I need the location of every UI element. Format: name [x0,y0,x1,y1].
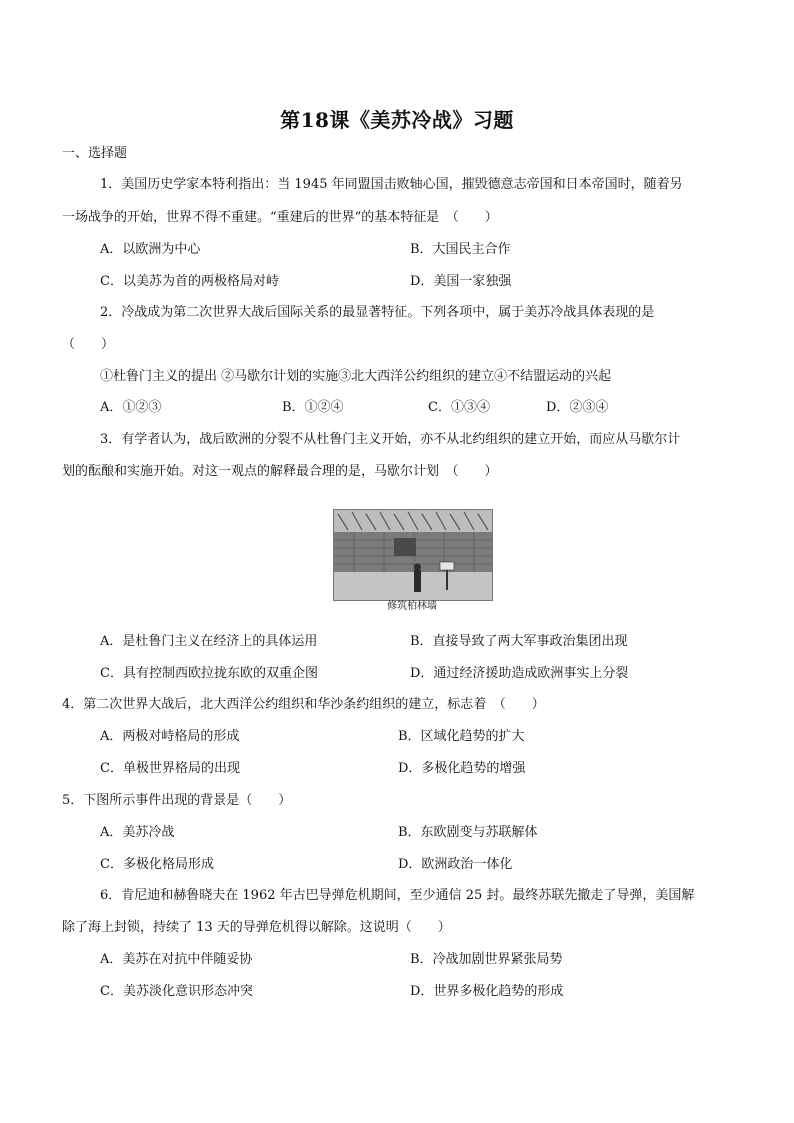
q1-option-d: D．美国一家独强 [410,274,512,289]
question-3-text-cont: 划的酝酿和实施开始。对这一观点的解释最合理的是，马歇尔计划 （ ） [62,464,498,479]
q4-option-a: A．两极对峙格局的形成 [100,729,240,744]
question-3-text: 3．有学者认为，战后欧洲的分裂不从杜鲁门主义开始，亦不从北约组织的建立开始，而应从马歇尔计 [100,432,681,447]
question-1-text: 1．美国历史学家本特利指出：当 1945 年同盟国击败轴心国，摧毁德意志帝国和日本帝国时，随着另 [100,177,683,192]
q4-option-c: C．单极世界格局的出现 [100,761,240,776]
photo-caption: 修筑柏林墙 [387,601,437,612]
q5-option-b: B．东欧剧变与苏联解体 [398,825,538,840]
q2-option-a: A．①②③ [100,400,162,415]
q5-option-d: D．欧洲政治一体化 [398,857,513,872]
q2-option-d: D．②③④ [546,400,609,415]
section-heading: 一、选择题 [62,146,128,161]
q2-option-b: B．①②④ [282,400,344,415]
q6-option-d: D．世界多极化趋势的形成 [410,984,564,999]
question-6-text: 6．肯尼迪和赫鲁晓夫在 1962 年古巴导弹危机期间，至少通信 25 封。最终苏联先撤走了导弹，美国解 [100,888,695,903]
berlin-wall-photo [333,509,493,601]
q2-option-c: C．①③④ [428,400,490,415]
page-title: 第18课《美苏冷战》习题 [280,108,514,132]
question-6-text-cont: 除了海上封锁，持续了 13 天的导弹危机得以解除。这说明（ ） [62,920,451,935]
q5-option-c: C．多极化格局形成 [100,857,214,872]
question-2-text: 2．冷战成为第二次世界大战后国际关系的最显著特征。下列各项中，属于美苏冷战具体表现的是 [100,305,655,320]
question-5-text: 5．下图所示事件出现的背景是（ ） [62,793,292,808]
q6-option-b: B．冷战加剧世界紧张局势 [410,952,563,967]
question-1-text-cont: 一场战争的开始，世界不得不重建。“重建后的世界”的基本特征是 （ ） [62,210,498,225]
q4-option-d: D．多极化趋势的增强 [398,761,526,776]
q3-option-d: D．通过经济援助造成欧洲事实上分裂 [410,666,629,681]
q3-option-b: B．直接导致了两大军事政治集团出现 [410,634,628,649]
q4-option-b: B．区域化趋势的扩大 [398,729,525,744]
q3-option-a: A．是杜鲁门主义在经济上的具体运用 [100,634,318,649]
q3-option-c: C．具有控制西欧拉拢东欧的双重企图 [100,666,318,681]
q6-option-a: A．美苏在对抗中伴随妥协 [100,952,253,967]
q1-option-a: A．以欧洲为中心 [100,242,201,257]
q2-items: ①杜鲁门主义的提出 ②马歇尔计划的实施③北大西洋公约组织的建立④不结盟运动的兴起 [100,369,612,384]
question-4-text: 4．第二次世界大战后，北大西洋公约组织和华沙条约组织的建立，标志着 （ ） [62,697,545,712]
q5-option-a: A．美苏冷战 [100,825,175,840]
q1-option-b: B．大国民主合作 [410,242,511,257]
q6-option-c: C．美苏淡化意识形态冲突 [100,984,253,999]
question-2-text-cont: （ ） [62,337,115,352]
q1-option-c: C．以美苏为首的两极格局对峙 [100,274,279,289]
